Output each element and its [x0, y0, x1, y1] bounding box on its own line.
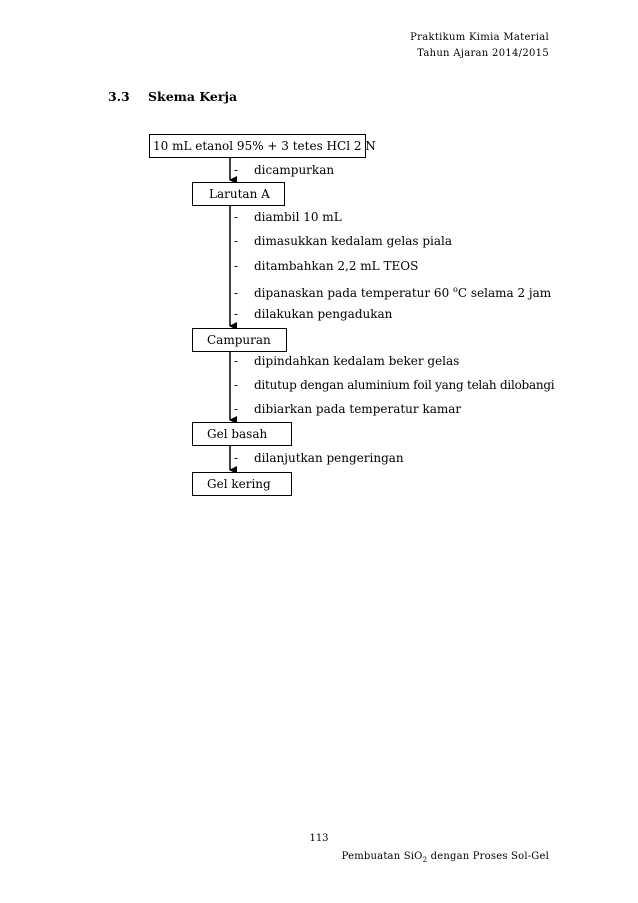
step-a-5: - dilakukan pengadukan — [234, 307, 393, 321]
step-b-3: - dibiarkan pada temperatur kamar — [234, 402, 462, 416]
section-number: 3.3 — [108, 89, 130, 104]
degree-mark: o — [453, 285, 458, 294]
gel-basah-box: Gel basah — [192, 422, 292, 446]
step-a-2: - dimasukkan kedalam gelas piala — [234, 234, 452, 248]
step-a-1: - diambil 10 mL — [234, 210, 342, 224]
larutan-a-box: Larutan A — [192, 182, 285, 206]
step-a-4: - dipanaskan pada temperatur 60 $^o$C selama 2 jam — [234, 285, 552, 300]
page-number: 113 — [309, 833, 329, 844]
section-title: Skema Kerja — [148, 89, 238, 104]
step-mix: - dicampurkan — [234, 163, 335, 177]
campuran-box: Campuran — [192, 328, 287, 352]
step-c-1: - dilanjutkan pengeringan — [234, 451, 404, 465]
running-header-year: Tahun Ajaran 2014/2015 — [417, 48, 549, 59]
step-b-1: - dipindahkan kedalam beker gelas — [234, 354, 460, 368]
start-materials-box: 10 mL etanol 95% + 3 tetes HCl 2 N — [149, 134, 366, 158]
running-footer-title: Pembuatan SiO$_2$ dengan Proses Sol-Gel — [341, 851, 549, 864]
gel-kering-box: Gel kering — [192, 472, 292, 496]
running-header-course: Praktikum Kimia Material — [410, 32, 549, 43]
step-b-2: - ditutup dengan aluminium foil yang telah dilobangi — [234, 378, 555, 392]
step-a-3: - ditambahkan 2,2 mL TEOS — [234, 259, 419, 273]
